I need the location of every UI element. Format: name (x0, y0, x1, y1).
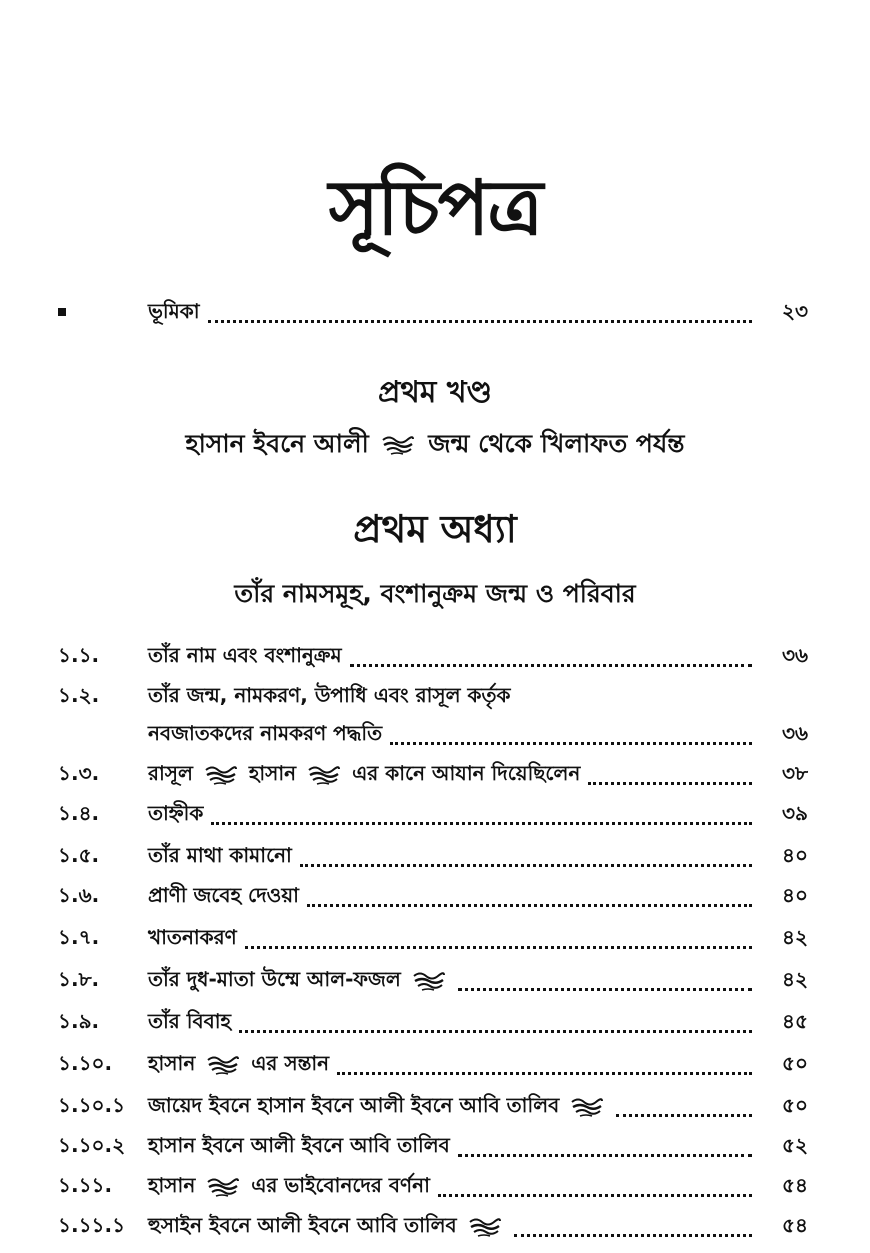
toc-entry-label-part3: এর কানে আযান দিয়েছিলেন (352, 761, 581, 785)
honorific-calligraphy-icon (412, 970, 446, 992)
toc-entry-label (148, 1049, 337, 1082)
page-title: সূচিপত্র (328, 163, 542, 252)
toc-entry[interactable] (58, 1126, 808, 1164)
toc-entry[interactable] (58, 754, 808, 792)
toc-entry-page: ৩৬ (781, 721, 808, 745)
dot-leader (458, 988, 752, 991)
dot-leader (438, 1194, 752, 1197)
toc-entry-page: ৪৫ (782, 1009, 808, 1033)
toc-entry-number: ১.২. (58, 683, 100, 707)
bullet-icon (58, 308, 66, 316)
toc-entry-label (148, 759, 588, 792)
toc-entry-label: তাঁর নাম এবং বংশানুক্রম (148, 643, 342, 667)
dot-leader (300, 864, 752, 867)
section-subtitle-part2: জন্ম থেকে খিলাফত পর্যন্ত (428, 429, 685, 458)
toc-entry-label-line2: নবজাতকদের নামকরণ পদ্ধতি (148, 721, 383, 745)
toc-entry-page: ৪২ (782, 925, 808, 949)
honorific-calligraphy-icon (570, 1096, 604, 1118)
dot-leader (390, 742, 752, 745)
toc-entry-label (148, 1091, 616, 1124)
toc-entry-number: ১.১১. (58, 1173, 113, 1197)
dot-leader (350, 664, 752, 667)
honorific-calligraphy-icon (381, 434, 415, 456)
toc-entry-number: ১.১০. (58, 1051, 113, 1075)
toc-entry-label (148, 1211, 514, 1244)
toc-entry-number: ১.১০.১ (58, 1093, 126, 1117)
dot-leader (514, 1234, 752, 1237)
toc-entry-label-part1: হুসাইন ইবনে আলী ইবনে আবি তালিব (148, 1213, 457, 1237)
toc-entry[interactable] (58, 1206, 808, 1244)
dot-leader (307, 904, 752, 907)
cutoff-next-line (140, 1246, 640, 1253)
toc-entry-label: তাঁর মাথা কামানো (148, 843, 292, 867)
toc-entry-number: ১.৯. (58, 1009, 100, 1033)
toc-entry-page: ৪২ (782, 967, 808, 991)
toc-entry-page: ৪০ (782, 843, 808, 867)
toc-entry-number: ১.৫. (58, 843, 100, 867)
honorific-calligraphy-icon (468, 1216, 502, 1238)
dot-leader (208, 320, 752, 323)
toc-entry[interactable] (58, 960, 808, 998)
toc-entry[interactable] (58, 1002, 808, 1040)
toc-entry[interactable] (58, 1044, 808, 1082)
toc-entry-page: ৫০ (782, 1093, 808, 1117)
toc-entry-continuation[interactable] (148, 714, 808, 752)
toc-entry-label-part2: এর সন্তান (251, 1051, 330, 1075)
toc-entry-page: ৫২ (782, 1133, 808, 1157)
dot-leader (211, 822, 752, 825)
honorific-calligraphy-icon (206, 1054, 240, 1076)
toc-entry[interactable] (58, 918, 808, 956)
bullet-marker (58, 306, 148, 330)
toc-entry-label: তাহ্নীক (148, 801, 204, 825)
honorific-calligraphy-icon (307, 764, 341, 786)
toc-entry-number: ১.৮. (58, 967, 100, 991)
toc-entry-page: ৪০ (782, 883, 808, 907)
section-subtitle (0, 424, 870, 467)
toc-entry-label-part2: এর ভাইবোনদের বর্ণনা (251, 1173, 430, 1197)
dot-leader (458, 1154, 752, 1157)
toc-entry[interactable] (58, 676, 808, 714)
toc-entry-number: ১.১০.২ (58, 1133, 126, 1157)
toc-entry-page: ৩৯ (782, 801, 808, 825)
dot-leader (239, 1030, 752, 1033)
toc-entry-page: ৫৪ (782, 1213, 808, 1237)
toc-entry-page: ৫০ (782, 1051, 808, 1075)
toc-entry-label (148, 965, 458, 998)
toc-entry-label: তাঁর জন্ম, নামকরণ, উপাধি এবং রাসূল কর্তৃক (148, 683, 511, 707)
toc-entry-label: হাসান ইবনে আলী ইবনে আবি তালিব (148, 1133, 450, 1157)
honorific-calligraphy-icon (206, 1176, 240, 1198)
chapter-title: প্রথম অধ্যা (353, 506, 517, 551)
toc-entry-label-part1: হাসান (148, 1173, 196, 1197)
toc-entry[interactable] (58, 636, 808, 674)
honorific-calligraphy-icon (204, 764, 238, 786)
toc-entry-label-part1: হাসান (148, 1051, 196, 1075)
toc-entry-label: প্রাণী জবেহ দেওয়া (148, 883, 299, 907)
toc-entry-page: ২৩ (781, 299, 808, 323)
toc-entry-label (148, 1171, 438, 1204)
section-subtitle-part1: হাসান ইবনে আলী (185, 429, 369, 458)
toc-entry-label: খাতনাকরণ (148, 925, 237, 949)
toc-entry-number: ১.৬. (58, 883, 100, 907)
toc-entry-label-part1: তাঁর দুধ-মাতা উম্মে আল-ফজল (148, 967, 401, 991)
toc-entry-page: ৩৮ (782, 761, 808, 785)
toc-entry-number: ১.৪. (58, 801, 100, 825)
toc-entry-page: ৫৪ (782, 1173, 808, 1197)
dot-leader (588, 782, 752, 785)
dot-leader (616, 1114, 752, 1117)
dot-leader (245, 946, 752, 949)
toc-entry-page: ৩৬ (781, 643, 808, 667)
toc-entry-label: ভূমিকা (148, 299, 200, 323)
toc-entry-number: ১.৭. (58, 925, 100, 949)
toc-entry[interactable] (58, 836, 808, 874)
dot-leader (337, 1072, 752, 1075)
toc-entry-label-part2: হাসান (248, 761, 297, 785)
toc-entry-intro[interactable] (58, 292, 808, 330)
toc-entry-label: তাঁর বিবাহ (148, 1009, 232, 1033)
toc-entry-label-part1: রাসূল (148, 761, 193, 785)
toc-entry[interactable] (58, 1166, 808, 1204)
toc-entry-label-part1: জায়েদ ইবনে হাসান ইবনে আলী ইবনে আবি তালিব (148, 1093, 560, 1117)
toc-entry[interactable] (58, 1086, 808, 1124)
chapter-subtitle: তাঁর নামসমূহ, বংশানুক্রম জন্ম ও পরিবার (234, 579, 636, 608)
toc-entry-number: ১.৩. (58, 761, 100, 785)
toc-entry[interactable] (58, 876, 808, 914)
section-title: প্রথম খণ্ড (377, 375, 493, 410)
toc-entry[interactable] (58, 794, 808, 832)
toc-entry-number: ১.১১.১ (58, 1213, 126, 1237)
toc-entry-number: ১.১. (58, 643, 100, 667)
